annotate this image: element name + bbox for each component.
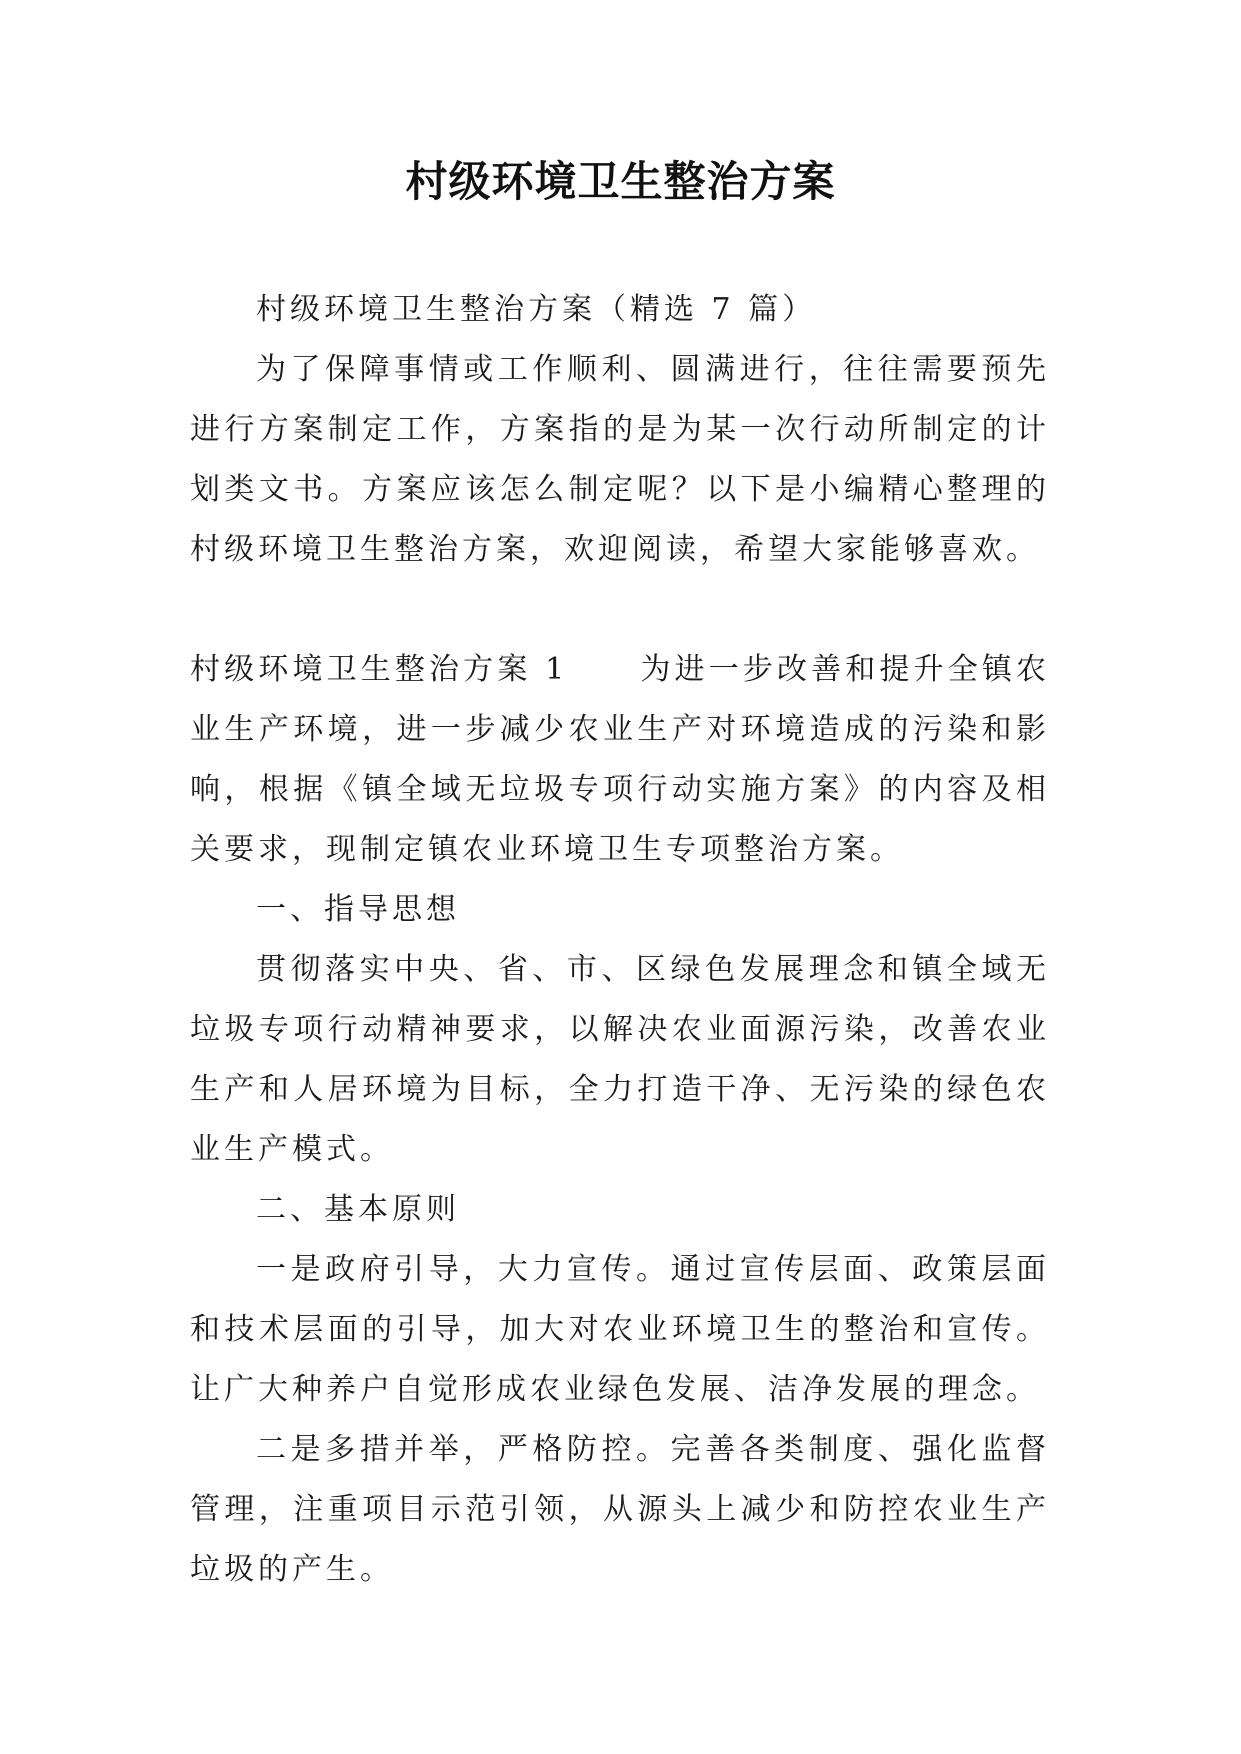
- paragraph-gap: [190, 580, 1050, 640]
- principle-1-paragraph: 一是政府引导，大力宣传。通过宣传层面、政策层面和技术层面的引导，加大对农业环境卫生的整治和宣传。让广大种养户自觉形成农业绿色发展、洁净发展的理念。: [190, 1252, 1050, 1407]
- document-body: [190, 280, 1050, 1600]
- document-title: 村级环境卫生整治方案: [405, 157, 836, 206]
- principle-2-paragraph: 二是多措并举，严格防控。完善各类制度、强化监督管理，注重项目示范引领，从源头上减少和防控农业生产垃圾的产生。: [190, 1432, 1050, 1587]
- guiding-thought-paragraph: 贯彻落实中央、省、市、区绿色发展理念和镇全域无垃圾专项行动精神要求，以解决农业面源污染，改善农业生产和人居环境为目标，全力打造干净、无污染的绿色农业生产模式。: [190, 952, 1050, 1167]
- subtitle: 村级环境卫生整治方案（精选 7 篇）: [256, 292, 817, 327]
- intro-paragraph: 为了保障事情或工作顺利、圆满进行，往往需要预先进行方案制定工作，方案指的是为某一次行动所制定的计划类文书。方案应该怎么制定呢？以下是小编精心整理的村级环境卫生整治方案，欢迎阅读，希望大家能够喜欢。: [190, 352, 1050, 567]
- section-1-paragraph: [190, 640, 1050, 880]
- heading-basic-principles: 二、基本原则: [256, 1192, 460, 1227]
- heading-guiding-thought: 一、指导思想: [256, 892, 460, 927]
- section-1-label: 村级环境卫生整治方案 1: [190, 652, 569, 687]
- section-1-text: 为进一步改善和提升全镇农业生产环境，进一步减少农业生产对环境造成的污染和影响，根据《镇全域无垃圾专项行动实施方案》的内容及相关要求，现制定镇农业环境卫生专项整治方案。: [190, 652, 1051, 867]
